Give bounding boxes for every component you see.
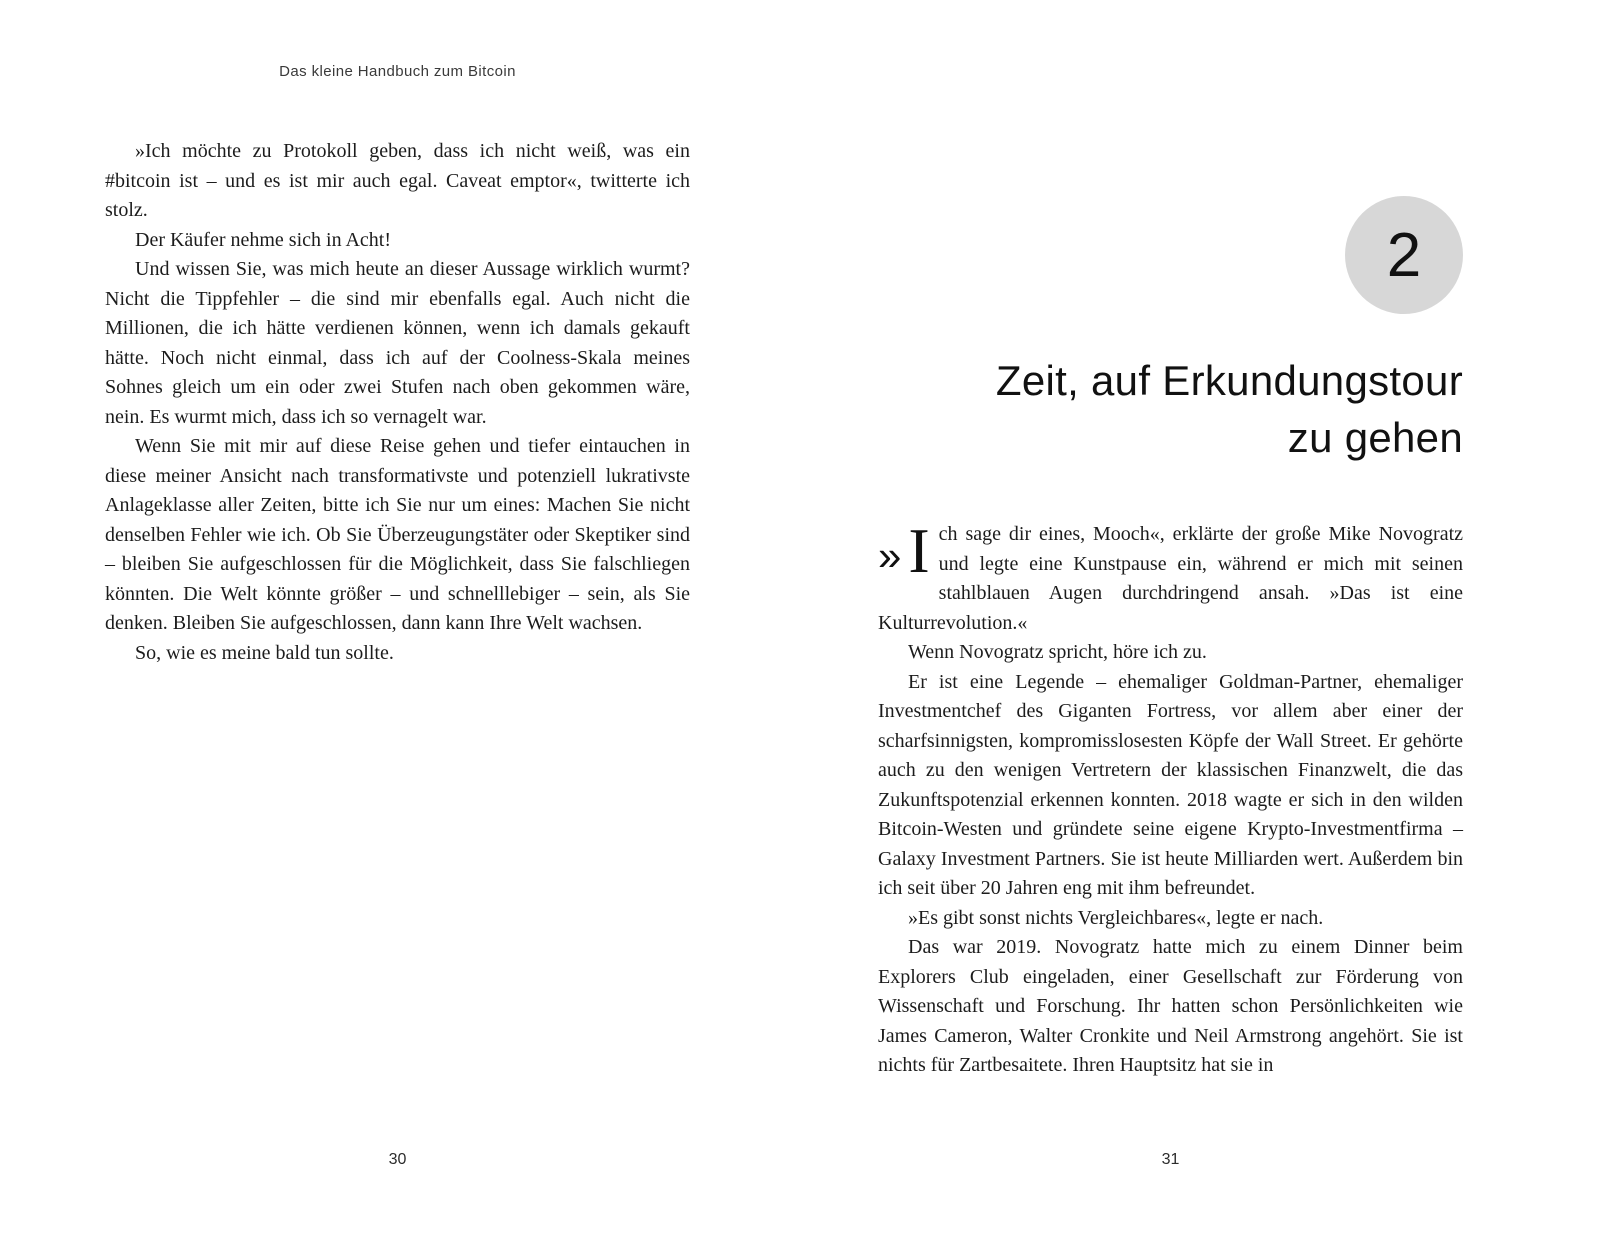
- chapter-title: [878, 352, 1463, 466]
- right-body-text: [878, 515, 1463, 1081]
- paragraph: »Ich möchte zu Protokoll geben, dass ich nicht weiß, was ein #bitcoin ist – und es ist mir auch egal. Caveat emptor«, twitterte ich stolz.: [105, 140, 690, 221]
- chapter-title-line: Zeit, auf Erkundungstour: [995, 357, 1463, 404]
- opening-paragraph: [878, 515, 1463, 638]
- page-number-left: 30: [388, 1151, 407, 1168]
- paragraph: Er ist eine Legende – ehemaliger Goldman-Partner, ehemaliger Investmentchef des Giganten Fortress, vor allem aber einer der scharfsinnigsten, kompromisslosesten Köpfe der Wall Street. Er gehörte auch zu den wenigen Vertretern der klassischen Finanzwelt, die das Zukunftspotenzial erkennen konnten. 2018 wagte er sich in den wilden Bitcoin-Westen und gründete seine eigene Krypto-Investmentfirma – Galaxy Investment Partners. Sie ist heute Milliarden wert. Außerdem bin ich seit über 20 Jahren eng mit ihm befreundet.: [878, 670, 1463, 899]
- running-header: Das kleine Handbuch zum Bitcoin: [279, 63, 516, 80]
- opening-paragraph-text: ch sage dir eines, Mooch«, erklärte der große Mike Novogratz und legte eine Kunstpause ein, während er mich mit seinen stahlblauen Augen durchdringend ansah. »Das ist eine Kulturrevolution.«: [878, 523, 1463, 634]
- paragraph-opener: [878, 515, 930, 587]
- paragraph: Wenn Sie mit mir auf diese Reise gehen und tiefer eintauchen in diese meiner Ansicht nach transformativste und potenziell lukrativste Anlageklasse aller Zeiten, bitte ich Sie nur um eines: Machen Sie nicht denselben Fehler wie ich. Ob Sie Überzeugungstäter oder Skeptiker sind – bleiben Sie aufgeschlossen für die Möglichkeit, dass Sie falschliegen könnten. Die Welt könnte größer – und schnelllebiger – sein, als Sie denken. Bleiben Sie aufgeschlossen, dann kann Ihre Welt wachsen.: [105, 435, 690, 634]
- page-left: [105, 0, 690, 1245]
- chapter-title-line: zu gehen: [1287, 414, 1463, 461]
- paragraph: »Es gibt sonst nichts Vergleichbares«, legte er nach.: [908, 906, 1324, 929]
- pull-quote-mark: »: [878, 532, 902, 579]
- paragraph: Der Käufer nehme sich in Acht!: [135, 228, 392, 251]
- paragraph: Und wissen Sie, was mich heute an dieser Aussage wirklich wurmt? Nicht die Tippfehler – die sind mir ebenfalls egal. Auch nicht die Millionen, die ich hätte verdienen können, wenn ich damals gekauft hätte. Noch nicht einmal, dass ich auf der Coolness-Skala meines Sohnes gleich um ein oder zwei Stufen nach oben gekommen wäre, nein. Es wurmt mich, dass ich so vernagelt war.: [105, 258, 690, 428]
- chapter-number: 2: [1386, 220, 1422, 290]
- page-right: [878, 0, 1463, 1245]
- left-body-text: [105, 137, 690, 668]
- paragraph: So, wie es meine bald tun sollte.: [135, 641, 394, 664]
- drop-cap: I: [908, 515, 930, 587]
- paragraph: Wenn Novogratz spricht, höre ich zu.: [908, 641, 1207, 663]
- page-number-right: 31: [1161, 1151, 1180, 1168]
- chapter-number-badge: [1345, 196, 1463, 314]
- paragraph: Das war 2019. Novogratz hatte mich zu einem Dinner beim Explorers Club eingeladen, einer Gesellschaft zur Förderung von Wissenschaft und Forschung. Ihr hatten schon Persönlichkeiten wie James Cameron, Walter Cronkite und Neil Armstrong angehört. Sie ist nichts für Zartbesaitete. Ihren Hauptsitz hat sie in: [878, 936, 1463, 1076]
